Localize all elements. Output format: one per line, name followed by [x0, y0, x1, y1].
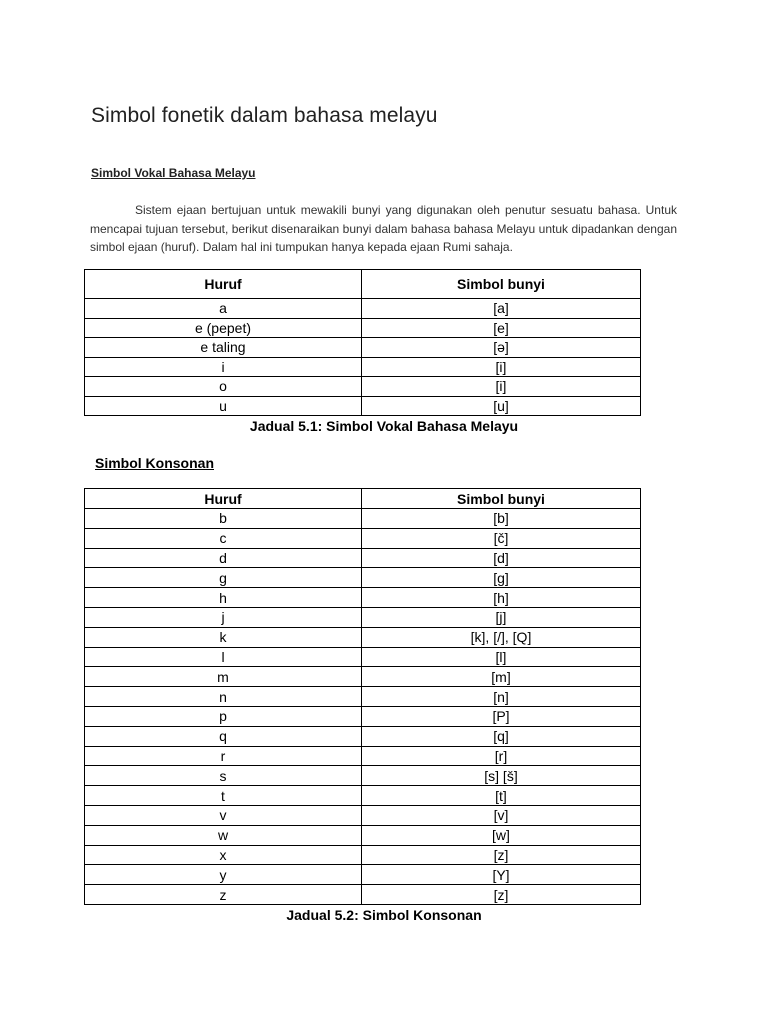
table-header-row [85, 270, 641, 299]
letter-cell: m [85, 667, 362, 687]
letter-cell: s [85, 766, 362, 786]
letter-cell: r [85, 746, 362, 766]
symbol-cell: [w] [362, 825, 641, 845]
symbol-cell: [e] [362, 318, 641, 338]
letter-cell: t [85, 786, 362, 806]
letter-cell: q [85, 726, 362, 746]
letter-cell: c [85, 528, 362, 548]
symbol-cell: [v] [362, 805, 641, 825]
letter-cell: o [85, 377, 362, 397]
table-row [85, 588, 641, 608]
letter-cell: k [85, 627, 362, 647]
letter-cell: e (pepet) [85, 318, 362, 338]
table-row [85, 548, 641, 568]
symbol-cell: [u] [362, 396, 641, 416]
table-row [85, 845, 641, 865]
letter-cell: i [85, 357, 362, 377]
vowel-table-caption: Jadual 5.1: Simbol Vokal Bahasa Melayu [249, 418, 519, 434]
table-row [85, 357, 641, 377]
symbol-cell: [a] [362, 299, 641, 319]
table-row [85, 825, 641, 845]
table-row [85, 318, 641, 338]
header-huruf: Huruf [85, 270, 362, 299]
table-row [85, 766, 641, 786]
table-row [85, 647, 641, 667]
table-header-row [85, 489, 641, 509]
table-row [85, 627, 641, 647]
table-row [85, 396, 641, 416]
letter-cell: j [85, 607, 362, 627]
header-simbol-bunyi: Simbol bunyi [362, 489, 641, 509]
symbol-cell: [i] [362, 377, 641, 397]
symbol-cell: [P] [362, 706, 641, 726]
consonant-section-heading: Simbol Konsonan [95, 455, 214, 471]
table-row [85, 746, 641, 766]
table-row [85, 509, 641, 529]
letter-cell: l [85, 647, 362, 667]
symbol-cell: [n] [362, 687, 641, 707]
symbol-cell: [d] [362, 548, 641, 568]
letter-cell: g [85, 568, 362, 588]
intro-paragraph-text: Sistem ejaan bertujuan untuk mewakili bunyi yang digunakan oleh penutur sesuatu bahasa. Untuk mencapai tujuan tersebut, berikut disenaraikan bunyi dalam bahasa bahasa Melayu untuk dipadankan dengan simbol ejaan (huruf). Dalam hal ini tumpukan hanya kepada ejaan Rumi sahaja. [90, 203, 677, 254]
letter-cell: a [85, 299, 362, 319]
letter-cell: w [85, 825, 362, 845]
symbol-cell: [z] [362, 885, 641, 905]
symbol-cell: [h] [362, 588, 641, 608]
letter-cell: x [85, 845, 362, 865]
symbol-cell: [q] [362, 726, 641, 746]
table-row [85, 667, 641, 687]
symbol-cell: [k], [/], [Q] [362, 627, 641, 647]
letter-cell: b [85, 509, 362, 529]
symbol-cell: [j] [362, 607, 641, 627]
table-row [85, 377, 641, 397]
symbol-cell: [Y] [362, 865, 641, 885]
symbol-cell: [i] [362, 357, 641, 377]
page-title: Simbol fonetik dalam bahasa melayu [91, 104, 438, 127]
letter-cell: e taling [85, 338, 362, 358]
symbol-cell: [z] [362, 845, 641, 865]
symbol-cell: [m] [362, 667, 641, 687]
symbol-cell: [b] [362, 509, 641, 529]
consonant-table [84, 488, 641, 905]
table-row [85, 528, 641, 548]
table-row [85, 706, 641, 726]
letter-cell: y [85, 865, 362, 885]
symbol-cell: [l] [362, 647, 641, 667]
vowel-table [84, 269, 641, 416]
symbol-cell: [t] [362, 786, 641, 806]
consonant-table-caption: Jadual 5.2: Simbol Konsonan [286, 907, 482, 923]
letter-cell: u [85, 396, 362, 416]
table-row [85, 568, 641, 588]
table-row [85, 607, 641, 627]
table-row [85, 687, 641, 707]
letter-cell: d [85, 548, 362, 568]
symbol-cell: [ə] [362, 338, 641, 358]
table-row [85, 865, 641, 885]
table-row [85, 299, 641, 319]
table-row [85, 786, 641, 806]
symbol-cell: [č] [362, 528, 641, 548]
intro-paragraph [90, 201, 677, 257]
letter-cell: p [85, 706, 362, 726]
letter-cell: h [85, 588, 362, 608]
table-row [85, 726, 641, 746]
vowel-section-heading: Simbol Vokal Bahasa Melayu [91, 166, 256, 180]
symbol-cell: [r] [362, 746, 641, 766]
table-row [85, 885, 641, 905]
table-row [85, 805, 641, 825]
header-simbol-bunyi: Simbol bunyi [362, 270, 641, 299]
letter-cell: z [85, 885, 362, 905]
header-huruf: Huruf [85, 489, 362, 509]
table-row [85, 338, 641, 358]
letter-cell: n [85, 687, 362, 707]
symbol-cell: [s] [š] [362, 766, 641, 786]
symbol-cell: [g] [362, 568, 641, 588]
letter-cell: v [85, 805, 362, 825]
